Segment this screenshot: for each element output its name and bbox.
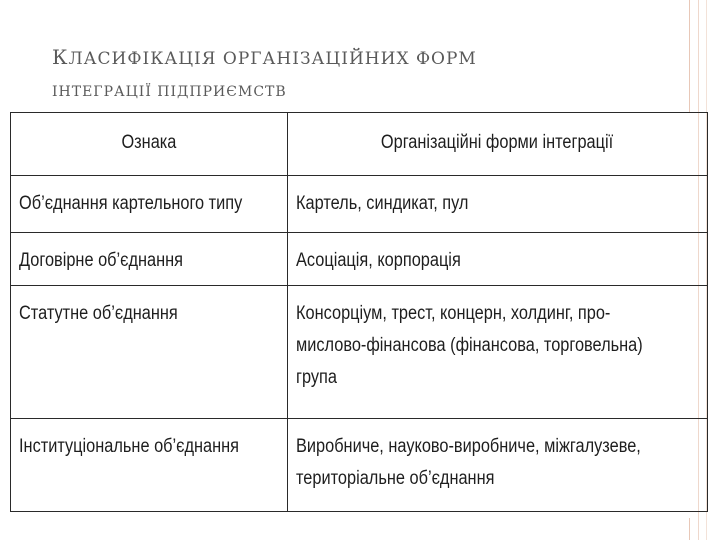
forms-text-line: територіальне об’єднання [295,468,495,489]
forms-text: Асоціація, корпорація [295,250,461,271]
forms-cell [287,233,707,286]
forms-text: Картель, синдикат, пул [295,193,469,214]
forms-cell [287,419,707,512]
header-feature-label: Ознака [121,132,177,153]
slide-title [52,44,652,104]
table-row [11,233,708,286]
forms-text-line: Виробниче, науково-виробниче, міжгалузеве, [295,436,641,457]
feature-cell [11,286,288,419]
title-line-2: ІНТЕГРАЦІЇ ПІДПРИЄМСТВ [52,84,287,100]
table-row [11,419,708,512]
forms-text [296,298,699,394]
feature-text: Об’єднання картельного типу [19,193,243,214]
header-forms [287,113,707,176]
title-initial-letter: К [52,45,69,69]
forms-text-line: мислово-фінансова (фінансова, торговельна) [295,335,643,356]
table-header-row [11,113,708,176]
forms-text-line: група [295,367,337,388]
classification-table [10,112,708,512]
feature-text: Статутне об’єднання [19,303,178,324]
forms-cell [287,286,707,419]
title-line-1-text: ЛАСИФІКАЦІЯ ОРГАНІЗАЦІЙНИХ ФОРМ [68,49,477,69]
classification-table-container [10,112,698,518]
forms-text-line: Консорціум, трест, концерн, холдинг, про- [295,303,611,324]
header-feature [11,113,288,176]
table-row [11,176,708,233]
feature-cell [11,419,288,512]
feature-text: Договірне об’єднання [19,250,184,271]
feature-cell [11,176,288,233]
feature-cell [11,233,288,286]
forms-cell [287,176,707,233]
table-row [11,286,708,419]
feature-text: Інституціональне об’єднання [19,436,240,457]
title-line-1 [52,44,652,72]
forms-text [296,431,699,495]
header-forms-label: Організаційні форми інтеграції [381,132,614,153]
